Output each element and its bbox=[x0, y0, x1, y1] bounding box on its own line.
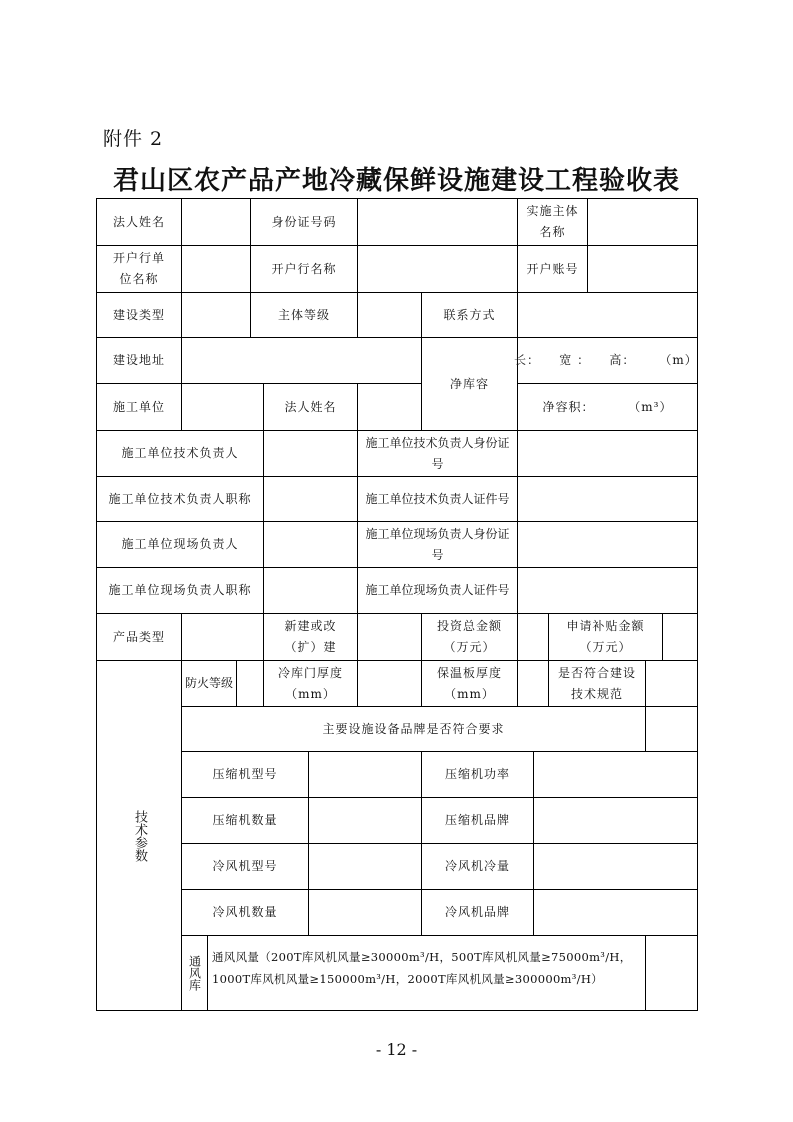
cell-legal-person-name-2: 法人姓名 bbox=[284, 399, 337, 414]
cell-new-or-renovate: 新建或改（扩）建 bbox=[284, 619, 337, 654]
cell-dimensions: 长： 宽 ： 高： （m） bbox=[514, 353, 698, 367]
cell-total-investment: 投资总金额（万元） bbox=[436, 619, 502, 654]
page-title: 君山区农产品产地冷藏保鲜设施建设工程验收表 bbox=[112, 166, 680, 196]
cell-product-type: 产品类型 bbox=[112, 629, 165, 644]
cell-fan-brand: 冷风机品牌 bbox=[444, 905, 510, 919]
cell-panel-thickness: 保温板厚度（mm） bbox=[436, 665, 502, 701]
cell-contractor: 施工单位 bbox=[112, 399, 165, 414]
cell-construction-type: 建设类型 bbox=[112, 307, 165, 322]
cell-id-number: 身份证号码 bbox=[271, 214, 337, 229]
cell-construction-address: 建设地址 bbox=[112, 353, 165, 367]
cell-account-number: 开户账号 bbox=[526, 261, 579, 276]
cell-door-thickness: 冷库门厚度（mm） bbox=[277, 665, 343, 701]
cell-legal-person-name: 法人姓名 bbox=[112, 214, 165, 229]
cell-tech-lead-cert: 施工单位技术负责人证件号 bbox=[365, 491, 510, 506]
cell-ventilated-store: 通风库 bbox=[187, 955, 202, 991]
cell-bank-unit-name: 开户行单位名称 bbox=[112, 251, 165, 286]
cell-subsidy-amount: 申请补贴金额（万元） bbox=[566, 619, 645, 654]
cell-fan-model: 冷风机型号 bbox=[212, 859, 278, 873]
cell-site-lead-id: 施工单位现场负责人身份证号 bbox=[365, 526, 510, 562]
cell-fire-rating: 防火等级 bbox=[184, 676, 233, 690]
cell-compressor-brand: 压缩机品牌 bbox=[444, 813, 510, 827]
cell-net-capacity: 净库容 bbox=[449, 376, 489, 391]
cell-tech-params: 技术参数 bbox=[132, 809, 147, 862]
cell-bank-name: 开户行名称 bbox=[271, 261, 337, 276]
cell-net-volume: 净容积： （m³） bbox=[542, 399, 673, 414]
cell-fan-qty: 冷风机数量 bbox=[212, 905, 278, 919]
cell-site-lead-cert: 施工单位现场负责人证件号 bbox=[365, 583, 510, 597]
cell-entity-level: 主体等级 bbox=[277, 307, 330, 322]
cell-tech-lead-title: 施工单位技术负责人职称 bbox=[108, 491, 252, 506]
cell-site-lead-title: 施工单位现场负责人职称 bbox=[108, 583, 252, 597]
cell-contact: 联系方式 bbox=[443, 307, 496, 322]
cell-tech-lead-id: 施工单位技术负责人身份证号 bbox=[365, 435, 510, 471]
cell-fan-cooling: 冷风机冷量 bbox=[444, 859, 510, 873]
cell-meets-standard: 是否符合建设技术规范 bbox=[557, 665, 636, 701]
page-number: - 12 - bbox=[375, 1040, 418, 1059]
cell-implementing-entity-name: 实施主体名称 bbox=[526, 204, 579, 239]
cell-compressor-power: 压缩机功率 bbox=[444, 767, 510, 781]
cell-tech-lead: 施工单位技术负责人 bbox=[121, 446, 239, 460]
cell-compressor-model: 压缩机型号 bbox=[212, 767, 278, 781]
cell-site-lead: 施工单位现场负责人 bbox=[121, 537, 239, 551]
cell-compressor-qty: 压缩机数量 bbox=[212, 813, 278, 827]
cell-brand-compliance: 主要设施设备品牌是否符合要求 bbox=[322, 721, 505, 736]
attachment-label: 附件 2 bbox=[103, 128, 164, 150]
cell-airflow-requirement: 通风风量（200T库风机风量≥30000m³/H，500T库风机风量≥75000m³/H，1000T库风机风量≥150000m³/H，2000T库风机风量≥300000m³/H） bbox=[212, 950, 632, 986]
